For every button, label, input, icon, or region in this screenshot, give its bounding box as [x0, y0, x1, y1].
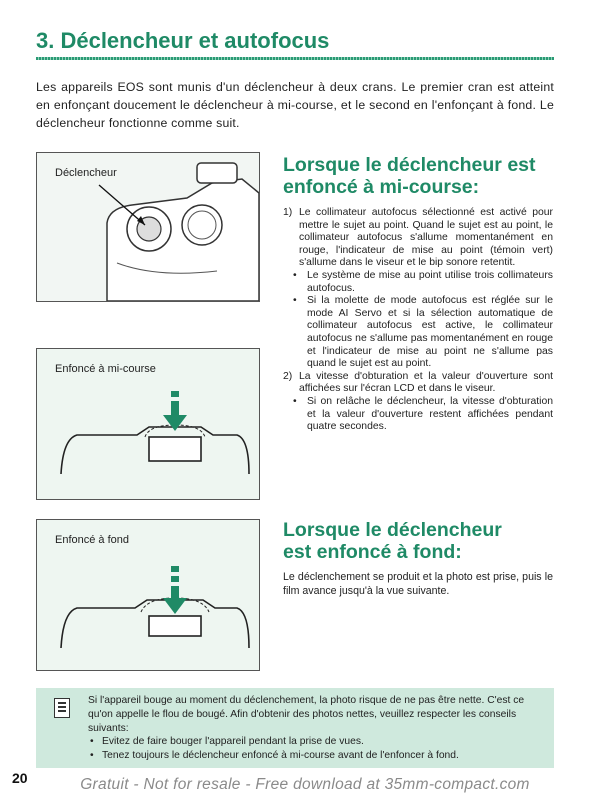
- footer-watermark: Gratuit - Not for resale - Free download at 35mm-compact.com: [80, 776, 530, 793]
- list-item: • Tenez toujours le déclencheur enfoncé à mi-course avant de l'enfoncer à fond.: [88, 749, 543, 763]
- list-item: 1) Le collimateur autofocus sélectionné est activé pour mettre le sujet au point. Quand le sujet est au point, le collimateur autofocus s'allume momentanément en rouge, l'indicateur de mise au point (témoin vert) s'allume dans le viseur et le bip sonore retentit.: [283, 207, 553, 269]
- page-number: 20: [12, 770, 28, 786]
- note-box: [36, 688, 554, 768]
- half-press-label: Enfoncé à mi-course: [55, 363, 156, 375]
- half-press-list: [283, 207, 553, 434]
- shutter-label: Déclencheur: [55, 167, 117, 179]
- list-item: • Si on relâche le déclencheur, la vitesse d'obturation et la valeur d'ouverture restent affichées pendant quatre secondes.: [289, 396, 553, 434]
- camera-shutter-figure: [36, 152, 260, 302]
- full-press-label: Enfoncé à fond: [55, 534, 130, 546]
- list-item: 2) La vitesse d'obturation et la valeur d'ouverture sont affichées sur l'écran LCD et dans le viseur.: [283, 370, 553, 395]
- intro-paragraph: Les appareils EOS sont munis d'un déclencheur à deux crans. Le premier cran est atteint en enfonçant doucement le déclencheur à mi-course, et le second en l'enfonçant à fond. Le déclencheur fonctionne comme suit.: [36, 80, 554, 130]
- half-press-figure: [36, 348, 260, 500]
- page-title: 3. Déclencheur et autofocus: [36, 28, 330, 53]
- title-divider: [36, 57, 554, 60]
- full-press-figure: [36, 519, 260, 671]
- list-item: • Evitez de faire bouger l'appareil pendant la prise de vues.: [88, 735, 543, 749]
- list-item: • Si la molette de mode autofocus est réglée sur le mode AI Servo et si la sélection automatique de collimateur autofocus est active, le collimateur autofocus ne s'allume pas momentanément en rouge et l'indicateur de mise au point ne s'allume pas quand le sujet est au point.: [289, 295, 553, 371]
- list-item: • Le système de mise au point utilise trois collimateurs autofocus.: [289, 270, 553, 295]
- memo-icon: [54, 698, 70, 718]
- full-press-heading: Lorsque le déclencheur est enfoncé à fond:: [283, 519, 502, 563]
- note-text: Si l'appareil bouge au moment du déclenchement, la photo risque de ne pas être nette. C'est ce qu'on appelle le flou de bougé. Afin d'obtenir des photos nettes, veuillez respecter les conseils suivants: • Evitez de faire bouger l'appareil pendant la prise de vues. • Tenez toujours le déclencheur enfoncé à mi-course avant de l'enfoncer à fond.: [88, 694, 543, 763]
- full-press-text: Le déclenchement se produit et la photo est prise, puis le film avance jusqu'à la vue suivante.: [283, 571, 553, 597]
- half-press-heading: Lorsque le déclencheur est enfoncé à mi-course:: [283, 154, 536, 198]
